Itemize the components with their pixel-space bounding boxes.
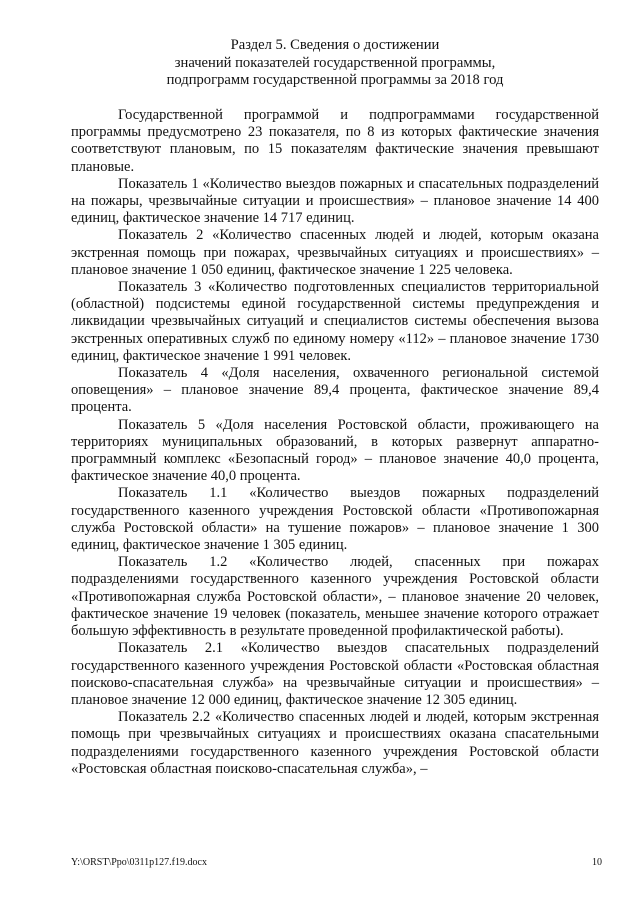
paragraph-indicator-5: Показатель 5 «Доля населения Ростовской области, проживающего на территориях муниципальных образований, в которых развернут аппаратно-программный комплекс «Безопасный город» – плановое значение 40,0 процента, фактическое значение 40,0 процента. xyxy=(71,416,599,485)
paragraph-indicator-1-1: Показатель 1.1 «Количество выездов пожарных подразделений государственного казенного учреждения Ростовской области «Противопожарная служба Ростовской области» на тушение пожаров» – плановое значение 1 300 единиц, фактическое значение 1 305 единиц. xyxy=(71,485,599,554)
heading-line-1: Раздел 5. Сведения о достижении xyxy=(230,37,440,53)
page-number: 10 xyxy=(592,857,602,868)
paragraph-indicator-3: Показатель 3 «Количество подготовленных специалистов территориальной (областной) подсистемы единой государственной системы предупреждения и ликвидации чрезвычайных ситуаций и специалистов системы обеспечения вызова экстренных оперативных служб по единому номеру «112» – плановое значение 1730 единиц, фактическое значение 1 991 человек. xyxy=(71,279,599,364)
footer-file-path: Y:\ORST\Ppo\0311p127.f19.docx xyxy=(71,857,207,868)
paragraph-indicator-1-2: Показатель 1.2 «Количество людей, спасенных при пожарах подразделениями государственного казенного учреждения Ростовской области «Противопожарная служба Ростовской области», – плановое значение 20 человек, фактическое значение 19 человек (показатель, меньшее значение которого отражает большую эффективность в результате проведенной профилактической работы). xyxy=(71,554,599,640)
heading-line-3: подпрограмм государственной программы за 2018 год xyxy=(166,72,504,88)
paragraph-intro: Государственной программой и подпрограммами государственной программы предусмотрено 23 показателя, по 8 из которых фактические значения соответствуют плановым, по 15 показателям фактические значения превышают плановые. xyxy=(71,107,599,175)
document-body xyxy=(71,107,599,778)
heading-line-2: значений показателей государственной программы, xyxy=(174,54,496,71)
paragraph-indicator-4: Показатель 4 «Доля населения, охваченного региональной системой оповещения» – плановое значение 89,4 процента, фактическое значение 89,4 процента. xyxy=(71,365,599,416)
paragraph-indicator-1: Показатель 1 «Количество выездов пожарных и спасательных подразделений на пожары, чрезвычайные ситуации и происшествия» – плановое значение 14 400 единиц, фактическое значение 14 717 единиц. xyxy=(71,175,599,227)
paragraph-indicator-2: Показатель 2 «Количество спасенных людей и людей, которым оказана экстренная помощь при пожарах, чрезвычайных ситуациях и происшествиях» – плановое значение 1 050 единиц, фактическое значение 1 225 человека. xyxy=(71,227,599,278)
paragraph-indicator-2-2: Показатель 2.2 «Количество спасенных людей и людей, которым экстренная помощь при чрезвычайных ситуациях и происшествиях оказана спасательными подразделениями государственного казенного учреждения Ростовской области «Ростовская областная поисково-спасательная служба», – xyxy=(71,709,599,777)
paragraph-indicator-2-1: Показатель 2.1 «Количество выездов спасательных подразделений государственного казенного учреждения Ростовской области «Ростовская областная поисково-спасательная служба» на чрезвычайные ситуации и происшествия» – плановое значение 12 000 единиц, фактическое значение 12 305 единиц. xyxy=(71,640,599,708)
section-heading xyxy=(70,37,600,90)
